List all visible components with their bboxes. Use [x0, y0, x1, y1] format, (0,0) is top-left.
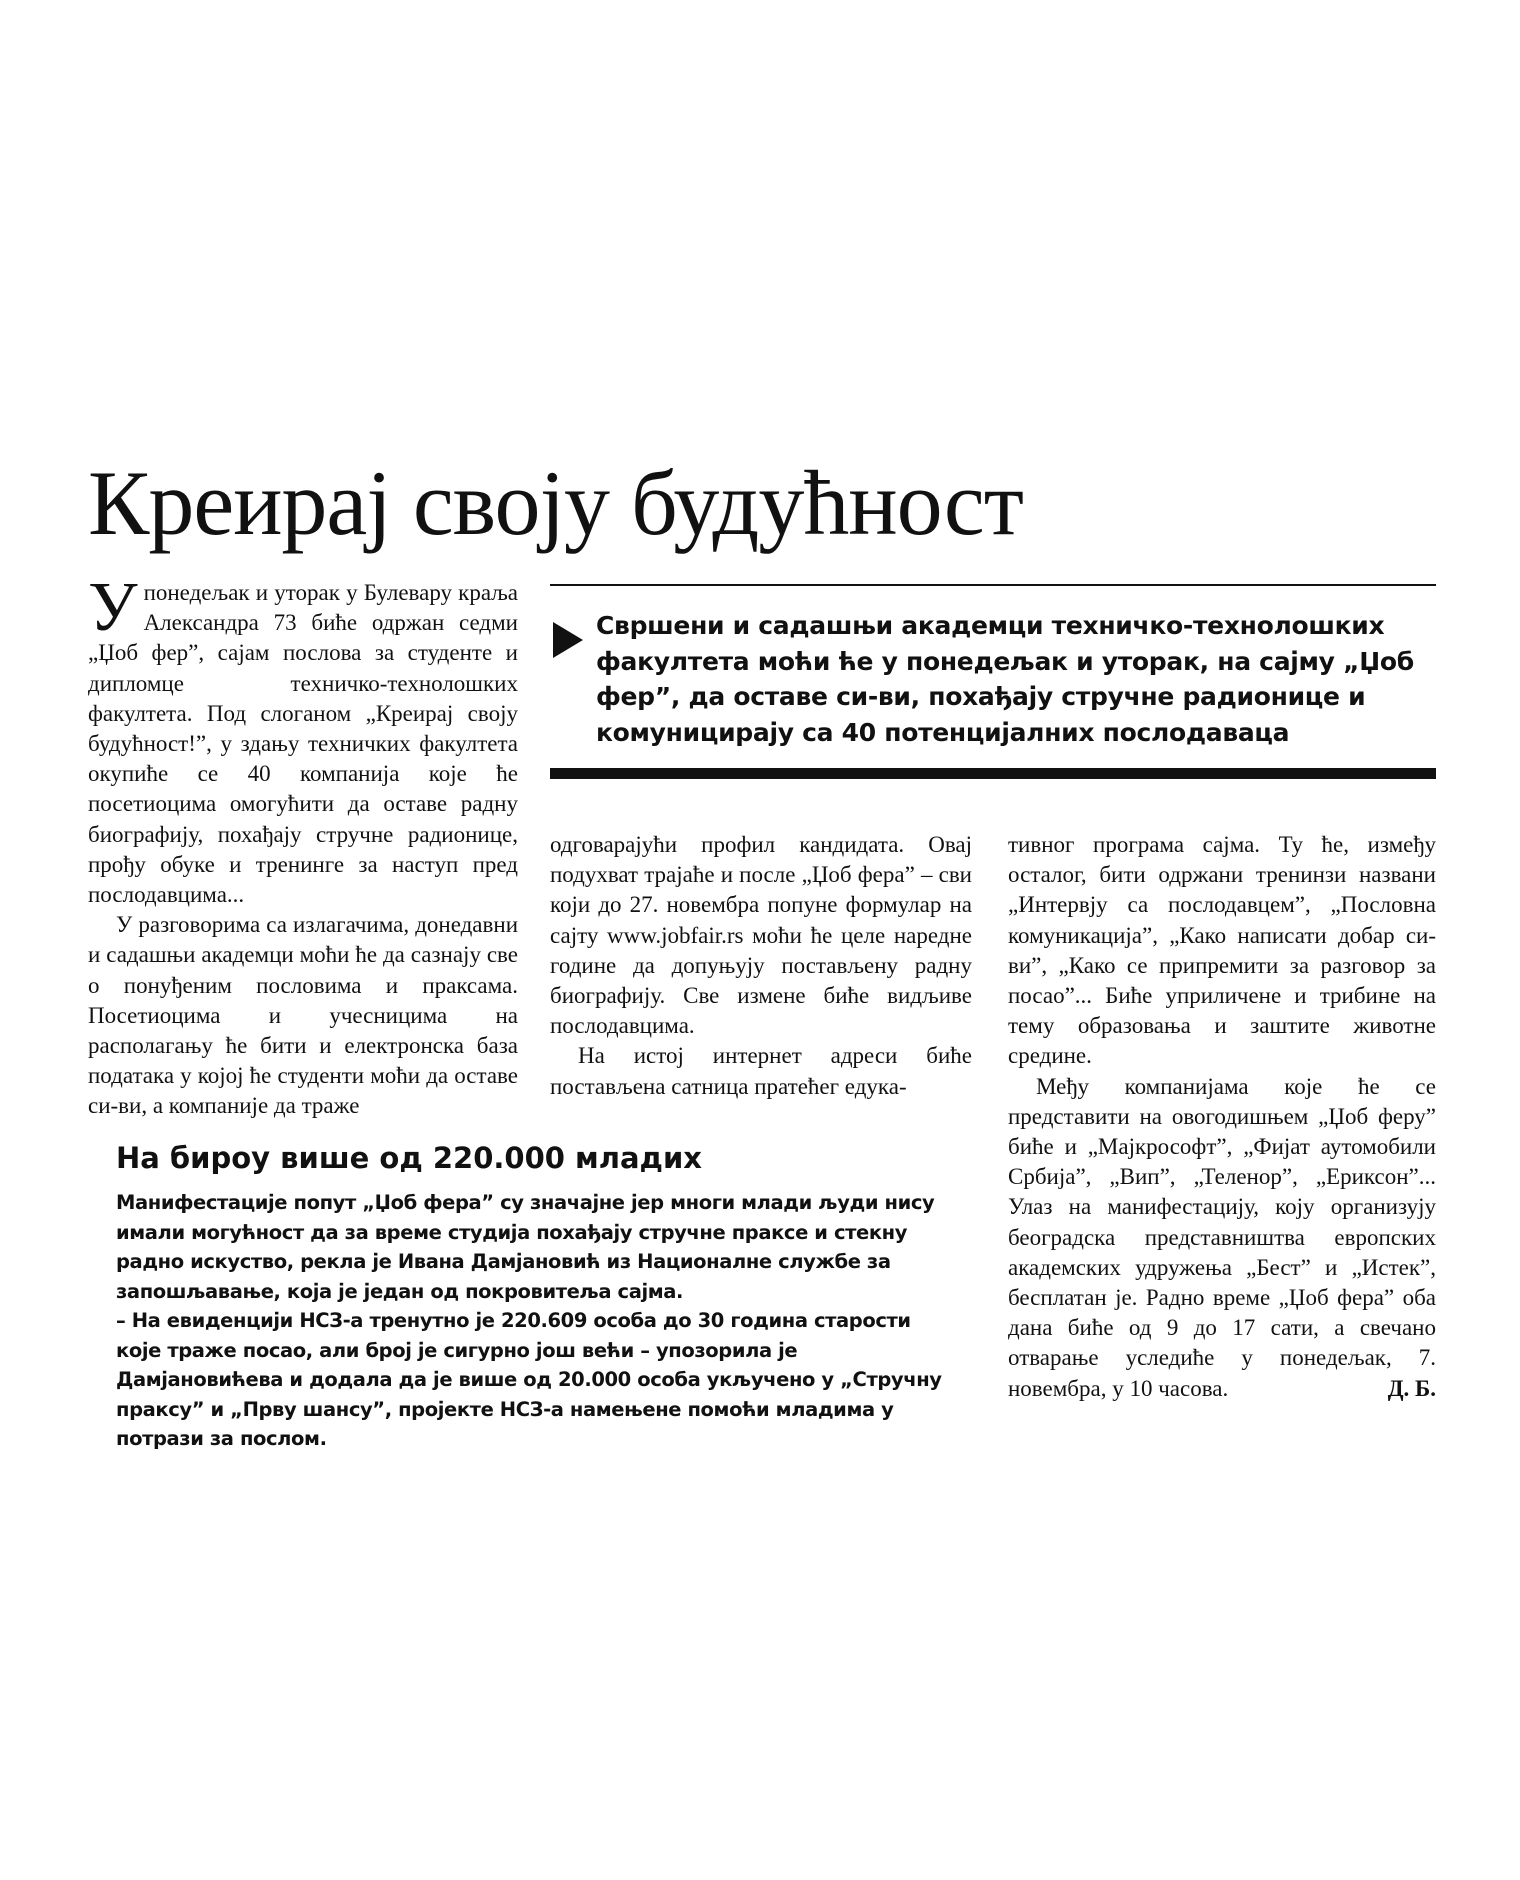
lead-rule-bottom — [550, 768, 1436, 779]
lead-rule-top — [550, 584, 1436, 586]
body-paragraph: тивног програма сајма. Ту ће, између осталог, бити одржани тренинзи названи „Интервју са послодавцем”, „Пословна комуникација”, „Како написати добар си-ви”, „Како се припремити за разговор за посао”... Биће уприличене и трибине на тему образовања и заштите животне средине. — [1008, 832, 1436, 1069]
body-column-2 — [550, 830, 972, 1102]
article-lead: Свршени и садашњи академци техничко-технолошких факултета моћи ће у понедељак и уторак, на сајму „Џоб фер”, да оставе си-ви, похађају стручне радионице и комуницирају са 40 потенцијалних послодаваца — [596, 611, 1414, 747]
arrow-marker-icon — [553, 622, 583, 658]
body-paragraph: У разговорима са излагачима, донедавни и садашњи академци моћи ће да сазнају све о понуђеним пословима и праксама. Посетиоцима и учесницима на располагању ће бити и електронска база података у којој ће студенти моћи да оставе си-ви, а компаније да траже — [88, 912, 518, 1119]
body-column-1 — [88, 569, 518, 1122]
sidebar-paragraph: Манифестације попут „Џоб фера” су значајне јер многи млади људи нису имали могућност да за време студија похађају стручне праксе и стекну радно искуство, рекла је Ивана Дамјановић из Националне службе за запошљавање, која је један од покровитеља сајма. — [116, 1191, 935, 1303]
body-paragraph: На истој интернет адреси биће постављена сатница пратећег едука- — [550, 1043, 972, 1099]
sidebar-paragraph: – На евиденцији НСЗ-а тренутно је 220.609 особа до 30 година старости које траже посао, али број је сигурно још већи – упозорила је Дамјановићева и додала да је више од 20.000 особа укључено у „Стручну праксу” и „Прву шансу”, пројекте НСЗ-а намењене помоћи младима у потрази за послом. — [116, 1309, 942, 1450]
paragraph-text: понедељак и уторак у Булевару краља Александра 73 биће одржан седми „Џоб фер”, сајам послова за студенте и дипломце техничко-технолошких факултета. Под слоганом „Креирај своју будућност!”, у здању техничких факултета окупиће се 40 компанија које ће посетиоцима омогућити да оставе радну биографију, похађају стручне радионице, прођу обуке и тренинге за наступ пред послодавцима... — [88, 580, 518, 908]
sidebar-body — [116, 1188, 946, 1454]
author-signature: Д. Б. — [1387, 1375, 1436, 1401]
article-headline: Креирај своју будућност — [88, 452, 1023, 554]
paragraph-text: Међу компанијама које ће се представити на овогодишњем „Џоб феру” биће и „Мајкрософт”, „Фијат аутомобили Србија”, „Вип”, „Теленор”, „Ериксон”... Улаз на манифестацију, коју организују београдска представништва европских академских удружења „Бест” и „Истек”, бесплатан је. Радно време „Џоб фера” оба дана биће од 9 до 17 сати, а свечано отварање уследиће у понедељак, 7. новембра, у 10 часова. — [1008, 1073, 1436, 1401]
sidebar-heading: На бироу више од 220.000 младих — [116, 1141, 703, 1175]
drop-cap: У — [88, 569, 138, 646]
body-paragraph — [88, 569, 518, 910]
body-paragraph — [1008, 1072, 1436, 1404]
body-column-3 — [1008, 830, 1436, 1404]
body-paragraph: одговарајући профил кандидата. Овај подухват трајаће и после „Џоб фера” – сви који до 27. новембра попуне формулар на сајту www.jobfair.rs моћи ће целе наредне године да допуњују постављену радну биографију. Све измене биће видљиве послодавцима. — [550, 832, 972, 1039]
